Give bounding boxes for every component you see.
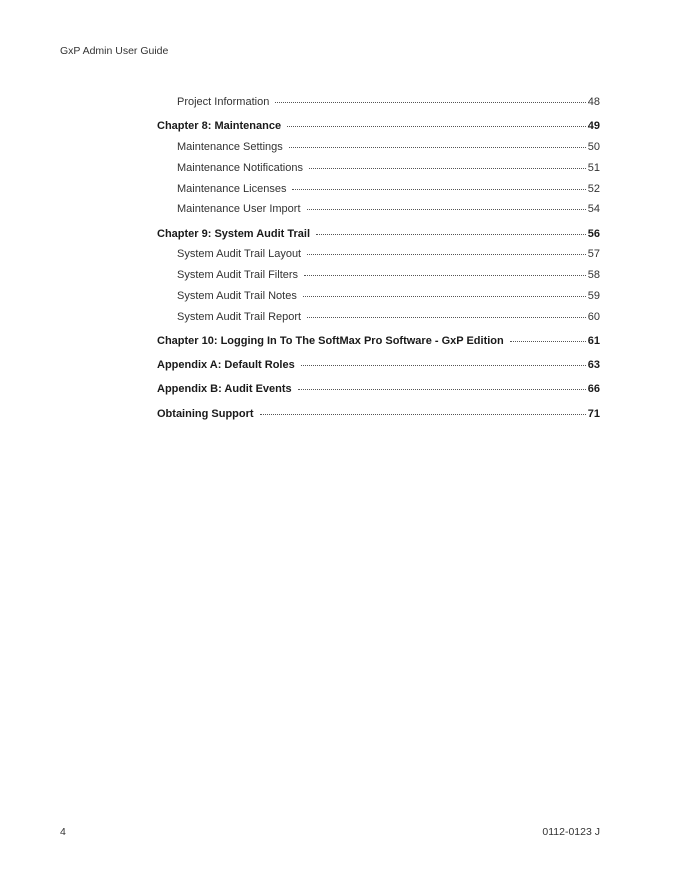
- toc-entry-page: 57: [587, 248, 600, 261]
- toc-entry-page: 59: [587, 289, 600, 302]
- toc-entry-title: Maintenance User Import: [177, 203, 301, 216]
- dot-leader: [307, 209, 586, 210]
- toc-entry-title: System Audit Trail Notes: [177, 289, 297, 302]
- toc-entry-maintenance-settings[interactable]: [157, 137, 600, 158]
- footer-page-number: 4: [60, 826, 66, 838]
- toc-entry-page: 54: [587, 203, 600, 216]
- toc-entry-title: Appendix B: Audit Events: [157, 383, 292, 396]
- toc-entry-maintenance-notifications[interactable]: [157, 158, 600, 179]
- toc-entry-audit-trail-report[interactable]: [157, 307, 600, 328]
- toc-entry-page: 60: [587, 310, 600, 323]
- toc-entry-page: 56: [587, 227, 600, 240]
- dot-leader: [303, 296, 586, 297]
- dot-leader: [307, 317, 586, 318]
- dot-leader: [260, 414, 586, 415]
- toc-entry-page: 61: [587, 334, 600, 347]
- toc-entry-title: System Audit Trail Layout: [177, 248, 302, 261]
- dot-leader: [316, 234, 586, 235]
- toc-entry-page: 50: [587, 140, 600, 153]
- footer-document-number: 0112-0123 J: [542, 826, 600, 838]
- toc-entry-page: 63: [587, 359, 600, 372]
- toc-entry-title: Maintenance Licenses: [177, 182, 287, 195]
- running-header: GxP Admin User Guide: [60, 45, 169, 57]
- toc-entry-chapter-9[interactable]: [157, 224, 600, 245]
- toc-entry-page: 49: [587, 120, 600, 133]
- toc-entry-maintenance-user-import[interactable]: [157, 199, 600, 220]
- toc-entry-audit-trail-filters[interactable]: [157, 265, 600, 286]
- toc-entry-appendix-a[interactable]: [157, 355, 600, 376]
- toc-entry-page: 58: [587, 269, 600, 282]
- toc-entry-project-information[interactable]: [157, 92, 600, 113]
- toc-entry-appendix-b[interactable]: [157, 379, 600, 400]
- toc-entry-title: System Audit Trail Report: [177, 310, 302, 323]
- toc-entry-chapter-10[interactable]: [157, 331, 600, 352]
- table-of-contents: [157, 92, 600, 424]
- toc-entry-title: Chapter 10: Logging In To The SoftMax Pro Software - GxP Edition: [157, 334, 504, 347]
- toc-entry-title: Chapter 9: System Audit Trail: [157, 227, 311, 240]
- dot-leader: [510, 341, 586, 342]
- toc-entry-title: Obtaining Support: [157, 407, 254, 420]
- dot-leader: [301, 365, 586, 366]
- dot-leader: [298, 389, 586, 390]
- dot-leader: [309, 168, 586, 169]
- toc-entry-title: Appendix A: Default Roles: [157, 359, 295, 372]
- toc-entry-obtaining-support[interactable]: [157, 404, 600, 425]
- toc-entry-title: Maintenance Notifications: [177, 161, 303, 174]
- toc-entry-page: 52: [587, 182, 600, 195]
- toc-entry-page: 48: [587, 96, 600, 108]
- dot-leader: [304, 275, 586, 276]
- dot-leader: [292, 189, 585, 190]
- toc-entry-title: Maintenance Settings: [177, 140, 283, 153]
- toc-entry-title: Chapter 8: Maintenance: [157, 120, 282, 133]
- toc-entry-page: 66: [587, 383, 600, 396]
- toc-entry-chapter-8[interactable]: [157, 116, 600, 137]
- dot-leader: [287, 126, 586, 127]
- dot-leader: [289, 147, 586, 148]
- toc-entry-audit-trail-layout[interactable]: [157, 244, 600, 265]
- toc-entry-page: 71: [587, 407, 600, 420]
- dot-leader: [275, 102, 585, 103]
- toc-entry-title: Project Information: [177, 96, 270, 108]
- toc-entry-page: 51: [587, 161, 600, 174]
- toc-entry-maintenance-licenses[interactable]: [157, 179, 600, 200]
- toc-entry-audit-trail-notes[interactable]: [157, 286, 600, 307]
- dot-leader: [307, 254, 586, 255]
- toc-entry-title: System Audit Trail Filters: [177, 269, 299, 282]
